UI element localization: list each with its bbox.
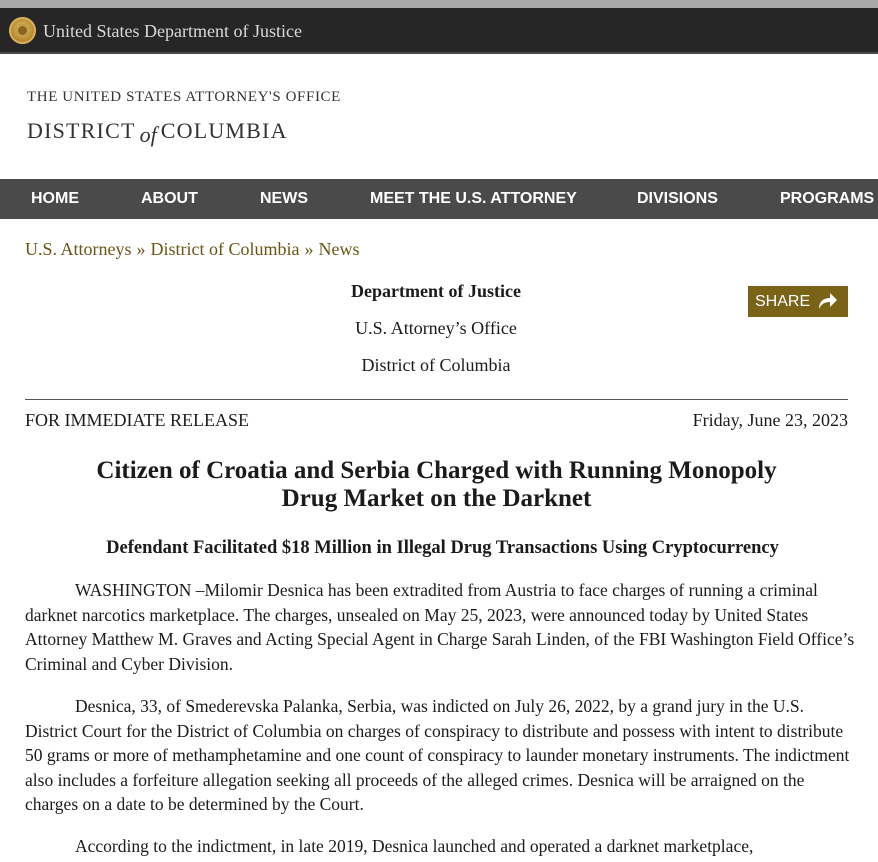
nav-meet-attorney[interactable]: MEET THE U.S. ATTORNEY <box>370 190 577 207</box>
share-arrow-icon <box>816 291 838 311</box>
release-date: Friday, June 23, 2023 <box>692 410 848 430</box>
nav-home[interactable]: HOME <box>31 190 79 207</box>
article-headline <box>20 457 853 513</box>
nav-about[interactable]: ABOUT <box>141 190 198 207</box>
article-subhead: Defendant Facilitated $18 Million in Illegal Drug Transactions Using Cryptocurrency <box>106 538 779 558</box>
agency-name: Department of Justice <box>351 281 521 301</box>
headline-line-1: Citizen of Croatia and Serbia Charged with Running Monopoly <box>96 457 777 484</box>
share-label: SHARE <box>755 293 811 310</box>
main-nav <box>0 179 878 219</box>
article-paragraph: WASHINGTON –Milomir Desnica has been extradited from Austria to face charges of running a criminal darknet narcotics marketplace. The charges, unsealed on May 25, 2023, were announced today by United States Attorney Matthew M. Graves and Acting Special Agent in Charge Sarah Linden, of the FBI Washington Field Office’s Criminal and Cyber Division. <box>25 580 855 674</box>
nav-programs[interactable]: PROGRAMS <box>780 190 875 207</box>
district-name: District of Columbia <box>361 355 511 375</box>
doj-title-link[interactable]: United States Department of Justice <box>43 21 302 41</box>
doj-seal-icon[interactable] <box>9 17 36 44</box>
breadcrumb-separator: » <box>136 239 146 259</box>
breadcrumb-us-attorneys[interactable]: U.S. Attorneys <box>25 239 132 259</box>
article-paragraph: According to the indictment, in late 2019, Desnica launched and operated a darknet marketplace, <box>75 836 754 856</box>
breadcrumb-district[interactable]: District of Columbia <box>150 239 300 259</box>
release-type: FOR IMMEDIATE RELEASE <box>25 410 249 430</box>
district-line <box>27 118 288 147</box>
breadcrumb <box>25 239 360 260</box>
breadcrumb-news[interactable]: News <box>318 239 360 259</box>
header-divider <box>25 399 848 400</box>
breadcrumb-separator: » <box>304 239 314 259</box>
nav-news[interactable]: NEWS <box>260 190 308 207</box>
district-of: of <box>139 122 157 147</box>
district-left: DISTRICT <box>27 118 136 143</box>
headline-line-2: Drug Market on the Darknet <box>281 485 592 512</box>
share-button[interactable] <box>748 286 848 317</box>
article-paragraph: Desnica, 33, of Smederevska Palanka, Serbia, was indicted on July 26, 2022, by a grand jury in the U.S. District Court for the District of Columbia on charges of conspiracy to distribute and possess with intent to distribute 50 grams or more of methamphetamine and one count of conspiracy to launder monetary instruments. The indictment also includes a forfeiture allegation seeking all proceeds of the alleged crimes. Desnica will be arraigned on the charges on a date to be determined by the Court. <box>25 696 850 814</box>
district-right: COLUMBIA <box>160 118 288 143</box>
nav-divisions[interactable]: DIVISIONS <box>637 190 718 207</box>
office-name: U.S. Attorney’s Office <box>355 318 517 338</box>
browser-top-strip <box>0 0 878 8</box>
doj-header-bar <box>0 8 878 54</box>
office-line: THE UNITED STATES ATTORNEY'S OFFICE <box>27 89 341 105</box>
